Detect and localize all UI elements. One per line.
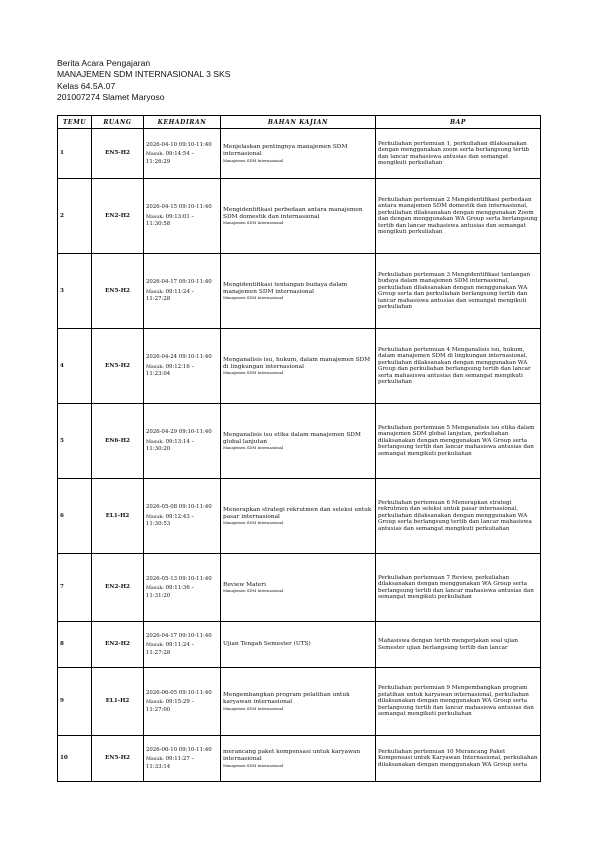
bap-cell: Perkuliahan pertemuan 10 Merancang Paket Kompensasi untuk Karyawan Internasional, perkuliahan dilaksanakan dengan menggunakan WA Group serta — [376, 736, 541, 782]
table-body — [58, 129, 541, 782]
temu-cell: 6 — [58, 479, 92, 554]
attendance-cell — [144, 554, 221, 622]
checkin-value: 09:13:14 – 11:30:20 — [146, 438, 195, 453]
topic-cell — [221, 479, 376, 554]
room-cell: EL1-H2 — [92, 479, 144, 554]
bap-cell: Perkuliahan pertemuan 7 Review, perkuliahan dilaksanakan dengan menggunakan WA Group serta berlangsung tertib dan lancar mahasiswa antusias dan semangat mengikuti perkuliahan — [376, 554, 541, 622]
temu-cell: 1 — [58, 129, 92, 179]
topic-course: Manajemen SDM Internasional — [223, 370, 284, 376]
room-cell: EN5-H2 — [92, 129, 144, 179]
temu-cell: 3 — [58, 254, 92, 329]
checkin-time — [146, 699, 218, 713]
checkin-time — [146, 364, 218, 378]
bap-cell: Perkuliahan pertemuan 2 Mengidentifikasi perbedaan antara manajemen SDM domestik dan internasional, perkuliahan dilaksanakan dengan menggunakan Zoom dan dengan menggunakan WA Group serta berlangsung tertib dan lancar mahasiswa antusias dan semangat mengikuti perkuliahan — [376, 179, 541, 254]
topic-cell — [221, 622, 376, 668]
schedule-time: 2026-04-17 09:10-11:40 — [146, 632, 212, 639]
topic-cell — [221, 254, 376, 329]
checkin-time — [146, 756, 218, 770]
topic-cell — [221, 554, 376, 622]
checkin-value: 09:15:29 – 11:27:00 — [146, 699, 195, 713]
table-row — [58, 479, 541, 554]
topic-course: Manajemen SDM Internasional — [223, 588, 284, 594]
schedule-time: 2026-05-13 09:10-11:40 — [146, 575, 212, 582]
document-header — [57, 58, 231, 104]
topic-text: Menjelaskan pentingnya manajemen SDM internasional — [223, 144, 348, 157]
checkin-value: 09:11:36 – 11:31:20 — [146, 585, 195, 599]
attendance-cell — [144, 479, 221, 554]
attendance-cell — [144, 668, 221, 736]
checkin-time — [146, 642, 218, 656]
bap-cell: Perkuliahan pertemuan 4 Menganalisis isu, hukum, dalam manajemen SDM di lingkungan internasional, perkuliahan dilaksanakan dengan menggunakan WA Group dan perkuliahan berlangsung tertib dan lancar serta mahasiswa antusias dan semangat mengikuti perkuliahan — [376, 329, 541, 404]
temu-cell: 9 — [58, 668, 92, 736]
topic-course: Manajemen SDM Internasional — [223, 520, 284, 526]
topic-text: Mengidentifikasi perbedaan antara manajemen SDM domestik dan internasional — [223, 206, 363, 220]
checkin-time — [146, 514, 218, 528]
checkin-time — [146, 585, 218, 599]
schedule-time: 2026-06-10 09:10-11:40 — [146, 746, 212, 753]
col-header-bap: BAP — [376, 116, 541, 129]
schedule-time: 2026-04-15 09:10-11:40 — [146, 204, 212, 211]
col-header-kehadiran: KEHADIRAN — [144, 116, 221, 129]
checkin-label: Masuk: — [146, 214, 164, 220]
checkin-label: Masuk: — [146, 364, 164, 370]
schedule-time: 2026-04-24 09:10-11:40 — [146, 354, 212, 361]
attendance-cell — [144, 129, 221, 179]
topic-cell — [221, 668, 376, 736]
schedule-time: 2026-04-29 09:10-11:40 — [146, 429, 212, 436]
schedule-time: 2026-04-17 09:10-11:40 — [146, 279, 212, 286]
attendance-cell — [144, 179, 221, 254]
room-cell: EN5-H2 — [92, 254, 144, 329]
topic-course: Manajemen SDM Internasional — [223, 295, 284, 301]
room-cell: EN2-H2 — [92, 554, 144, 622]
temu-cell: 5 — [58, 404, 92, 479]
doc-title: Berita Acara Pengajaran — [57, 58, 151, 68]
col-header-bahan-kajian: BAHAN KAJIAN — [221, 116, 376, 129]
topic-course: Manajemen SDM Internasional — [223, 157, 284, 163]
schedule-time: 2026-05-08 09:10-11:40 — [146, 504, 212, 511]
checkin-label: Masuk: — [146, 439, 164, 445]
attendance-cell — [144, 329, 221, 404]
checkin-value: 09:11:24 – 11:27:28 — [146, 288, 195, 303]
table-row — [58, 179, 541, 254]
temu-cell: 4 — [58, 329, 92, 404]
lecturer-name: 201007274 Slamet Maryoso — [57, 92, 165, 103]
temu-cell: 2 — [58, 179, 92, 254]
temu-cell: 10 — [58, 736, 92, 782]
bap-cell: Mahasiswa dengan tertib mengerjakan soal ujian Semester ujian berlangsung tertib dan lancar — [376, 622, 541, 668]
bap-cell: Perkuliahan pertemuan 6 Menerapkan strategi rekrutmen dan seleksi untuk pasar internasional, perkuliahan dilaksanakan dengan menggunakan WA Group serta berlangsung tertib dan lancar mahasiswa antusias dan semangat mengikuti perkuliahan — [376, 479, 541, 554]
bap-cell: Perkuliahan pertemuan 3 Mengidentifikasi tantangan budaya dalam manajemen SDM internasional, perkuliahan dilaksanakan dengan menggunakan WA Group serta dan perkuliahan berlangsung tertib dan lancar mahasiswa antusias dan semangat mengikuti perkuliahan — [376, 254, 541, 329]
table-row — [58, 622, 541, 668]
checkin-value: 09:11:27 – 11:33:14 — [146, 756, 195, 770]
bap-cell: Perkuliahan pertemuan 1, perkuliahan dilaksanakan dengan menggunakan zoom serta berlangsung tertib dan lancar mahasiswa antusias dan semangat mengikuti perkuliahan — [376, 129, 541, 179]
room-cell: EN6-H2 — [92, 404, 144, 479]
topic-cell — [221, 329, 376, 404]
checkin-label: Masuk: — [146, 152, 164, 158]
topic-text: Menganalisis isu etika dalam manajemen SDM global lanjutan — [223, 431, 361, 445]
table-row — [58, 668, 541, 736]
schedule-time: 2026-06-05 09:10-11:40 — [146, 689, 212, 696]
attendance-cell — [144, 254, 221, 329]
topic-cell — [221, 404, 376, 479]
checkin-value: 09:12:43 – 11:30:53 — [146, 513, 195, 528]
checkin-label: Masuk: — [146, 289, 164, 295]
temu-cell: 7 — [58, 554, 92, 622]
checkin-value: 09:11:24 – 11:27:28 — [146, 642, 195, 656]
topic-text: Mengembangkan program pelatihan untuk karyawan internasional — [223, 692, 350, 705]
checkin-label: Masuk: — [146, 643, 164, 649]
col-header-temu: TEMU — [58, 116, 92, 129]
schedule-time: 2026-04-10 09:10-11:40 — [146, 141, 212, 148]
checkin-value: 09:14:54 – 11:26:29 — [146, 151, 195, 165]
checkin-time — [146, 214, 218, 228]
bap-cell: Perkuliahan pertemuan 5 Menganalisis isu etika dalam manajemen SDM global lanjutan, perkuliahan dilaksanakan dengan menggunakan WA Group serta berlangsung tertib dan lancar mahasiswa antusias dan semangat mengikuti perkuliahan — [376, 404, 541, 479]
temu-cell: 8 — [58, 622, 92, 668]
room-cell: EL1-H2 — [92, 668, 144, 736]
checkin-label: Masuk: — [146, 514, 164, 520]
topic-text: Ujian Tengah Semester (UTS) — [223, 641, 311, 648]
topic-text: Mengidentifikasi tentangan budaya dalam manajemen SDM internasional — [223, 281, 348, 295]
class-code: Kelas 64.5A.07 — [57, 80, 116, 91]
checkin-label: Masuk: — [146, 757, 164, 763]
table-header-row — [58, 116, 541, 129]
room-cell: EN5-H2 — [92, 329, 144, 404]
table-row — [58, 254, 541, 329]
room-cell: EN5-H2 — [92, 736, 144, 782]
topic-course: Manajemen SDM Internasional — [223, 762, 284, 768]
attendance-table — [57, 115, 541, 782]
topic-course: Manajemen SDM Internasional — [223, 445, 284, 451]
table-row — [58, 404, 541, 479]
room-cell: EN2-H2 — [92, 179, 144, 254]
bap-cell: Perkuliahan pertemuan 9 Mengembangkan program pelatihan untuk karyawan internasional, perkuliahan dilaksanakan dengan menggunakan WA Group serta berlangsung tertib dan lancar mahasiswa antusias dan semangat mengikuti perkuliahan — [376, 668, 541, 736]
room-cell: EN2-H2 — [92, 622, 144, 668]
topic-text: Menganalisis isu, hukum, dalam manajemen SDM di lingkungan internasional — [223, 356, 371, 370]
attendance-cell — [144, 736, 221, 782]
checkin-label: Masuk: — [146, 586, 164, 592]
table-row — [58, 329, 541, 404]
topic-text: Menerapkan strategi rekrutmen dan seleksi untuk pasar internasional — [223, 506, 372, 520]
col-header-ruang: RUANG — [92, 116, 144, 129]
topic-cell — [221, 736, 376, 782]
topic-text: Review Materi — [223, 581, 266, 588]
checkin-value: 09:13:01 – 11:30:58 — [146, 213, 195, 228]
checkin-time — [146, 289, 218, 303]
topic-cell — [221, 179, 376, 254]
course-name: MANAJEMEN SDM INTERNASIONAL 3 SKS — [57, 69, 231, 80]
topic-cell — [221, 129, 376, 179]
checkin-time — [146, 151, 218, 165]
topic-course: Manajemen SDM Internasional — [223, 705, 284, 711]
table-row — [58, 736, 541, 782]
checkin-time — [146, 439, 218, 453]
table-row — [58, 129, 541, 179]
topic-course: Manajemen SDM Internasional — [223, 220, 284, 226]
table-row — [58, 554, 541, 622]
checkin-label: Masuk: — [146, 700, 164, 706]
attendance-cell — [144, 622, 221, 668]
topic-text: merancang paket kompensasi untuk karyawan internasional — [223, 749, 361, 762]
checkin-value: 09:12:16 – 11:23:04 — [146, 363, 195, 378]
attendance-cell — [144, 404, 221, 479]
